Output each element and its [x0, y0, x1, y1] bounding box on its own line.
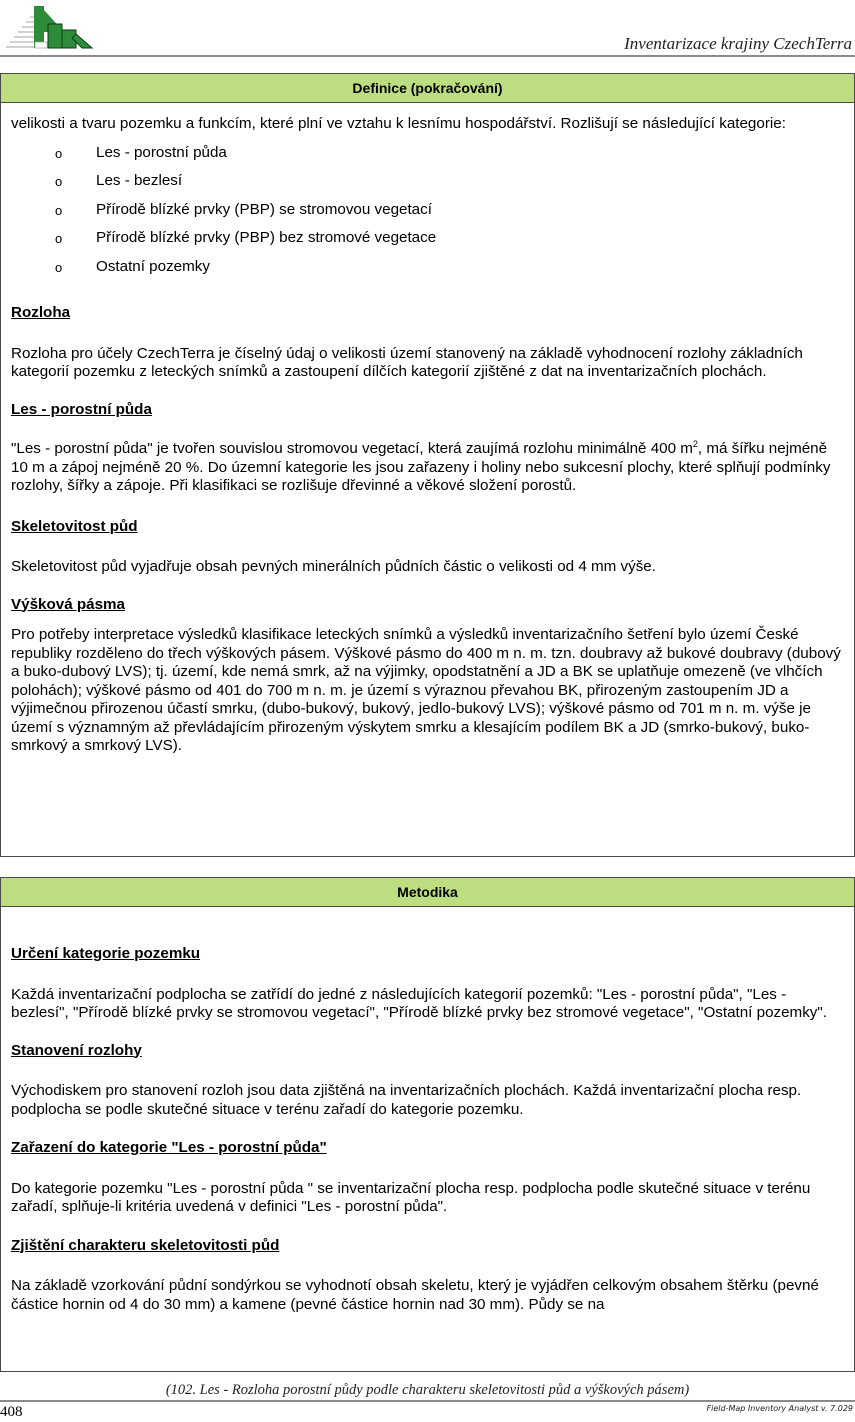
- zjisteni-text: Na základě vzorkování půdní sondýrkou se vyhodnotí obsah skeletu, který je vyjádřen celkovým obsahem štěrku (pevné částice hornin od 4 do 30 mm) a kamene (pevné částice hornin nad 30 mm). Půdy se na: [11, 1277, 819, 1313]
- list-item: o Přírodě blízké prvky (PBP) bez stromové vegetace: [11, 224, 844, 253]
- page-number: 408: [0, 1404, 23, 1420]
- ifer-logo: [4, 2, 96, 52]
- heading-zarazeni: Zařazení do kategorie "Les - porostní půda": [11, 1139, 327, 1156]
- heading-zjisteni: Zjištění charakteru skeletovitosti půd: [11, 1236, 280, 1254]
- bullet-icon: o: [55, 259, 63, 275]
- heading-rozloha: Rozloha: [11, 304, 71, 321]
- heading-urceni-kategorie: Určení kategorie pozemku: [11, 945, 201, 962]
- les-text: "Les - porostní půda" je tvořen souvislou stromovou vegetací, která zaujímá rozlohu minimálně 400 $m^2$, má šířku nejméně 10 m a zápoj nejméně 20 %. Do územní kategorie les jsou zařazeny i holiny nebo sukcesní plochy, které splňují podmínky rozlohy, šířky a zápoje. Při klasifikaci se rozlišuje dřevinné a věkové složení porostů.: [11, 438, 831, 494]
- definice-section: [0, 73, 855, 857]
- list-item: o Ostatní pozemky: [11, 253, 844, 282]
- bullet-icon: o: [55, 145, 63, 161]
- heading-skeletovitost: Skeletovitost půd: [11, 517, 138, 535]
- vyskova-pasma-text: Pro potřeby interpretace výsledků klasifikace leteckých snímků a výsledků inventarizačního šetření bylo území České republiky rozděleno do třech výškových pásem. Výškové pásmo do 400 m n. m. tzn. doubravy až bukové doubravy (dubový a buko-dubový LVS); tj. území, kde nemá smrk, až na výjimky, opodstatnění a JD a BK se uplatňuje omezeně (ve vlhčích polohách); výškové pásmo od 401 do 700 m n. m. je území s výraznou převahou BK, přirozeným zastoupením JD a výjimečnou přirozenou účastí smrku, (dubo-bukový, bukový, jedlo-bukový LVS); výškové pásmo od 701 m n. m. výše je území s významným až převládajícím přirozeným výskytem smrku a klesajícím podílem BK a JD (smrko-bukový, buko-smrkový a smrkový LVS).: [11, 626, 841, 754]
- definice-intro: velikosti a tvaru pozemku a funkcím, které plní ve vztahu k lesnímu hospodářství. Rozlišují se následující kategorie:: [11, 115, 786, 132]
- bullet-icon: o: [55, 174, 63, 189]
- list-item: o Les - porostní půda: [11, 139, 844, 168]
- urceni-text: Každá inventarizační podplocha se zatřídí do jedné z následujících kategorií pozemků: "Les - porostní půda", "Les - bezlesí", "Přírodě blízké prvky se stromovou vegetací", "Přírodě blízké prvky bez stromové vegetace", "Ostatní pozemky".: [11, 985, 828, 1021]
- heading-vyskova-pasma: Výšková pásma: [11, 595, 125, 613]
- list-item: o Přírodě blízké prvky (PBP) se stromovou vegetací: [11, 196, 844, 225]
- section-header-metodika: Metodika: [1, 878, 854, 907]
- section-header-definice: Definice (pokračování): [1, 74, 854, 103]
- bullet-icon: o: [55, 231, 63, 246]
- metodika-section: [0, 877, 855, 1372]
- rozloha-text: Rozloha pro účely CzechTerra je číselný údaj o velikosti území stanovený na základě vyhodnocení rozlohy základních kategorií pozemku z leteckých snímků a zastoupení dílčích kategorií zjištěné z dat na inventarizačních plochách.: [11, 344, 803, 380]
- metodika-body: [1, 945, 854, 1314]
- app-version: Field-Map Inventory Analyst v. 7.029: [706, 1404, 853, 1413]
- bullet-icon: o: [55, 202, 63, 218]
- list-item: o Les - bezlesí: [11, 167, 844, 196]
- zarazeni-text: Do kategorie pozemku "Les - porostní půda " se inventarizační plocha resp. podplocha podle skutečné situace v terénu zařadí, splňuje-li kritéria uvedená v definici "Les - porostní půda".: [11, 1179, 811, 1215]
- heading-les-porostni-puda: Les - porostní půda: [11, 400, 152, 418]
- category-list: [11, 139, 844, 282]
- definice-body: [1, 115, 854, 756]
- document-title: Inventarizace krajiny CzechTerra: [624, 34, 852, 53]
- stanoveni-text: Východiskem pro stanovení rozloh jsou data zjištěná na inventarizačních plochách. Každá inventarizační plocha resp. podplocha se podle skutečné situace v terénu zařadí do kategorie pozemku.: [11, 1082, 802, 1118]
- figure-caption: (102. Les - Rozloha porostní půdy podle charakteru skeletovitosti půd a výškových pásem): [165, 1382, 690, 1398]
- skeletovitost-text: Skeletovitost půd vyjadřuje obsah pevných minerálních půdních částic o velikosti od 4 mm výše.: [11, 558, 656, 575]
- header-rule: [0, 55, 855, 57]
- heading-stanoveni-rozlohy: Stanovení rozlohy: [11, 1041, 142, 1059]
- footer-rule: [0, 1400, 855, 1402]
